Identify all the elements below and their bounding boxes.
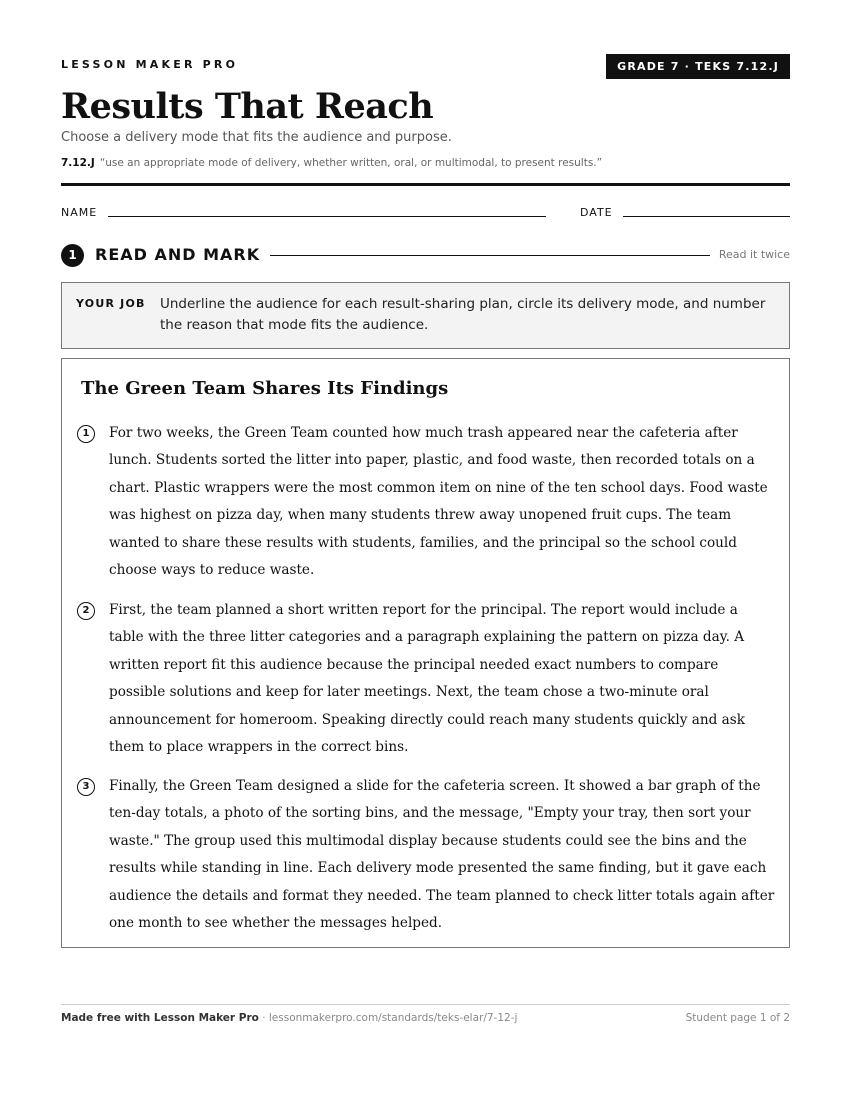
- paragraph-number: 3: [77, 778, 95, 796]
- section-header: [61, 243, 790, 267]
- standard-text: “use an appropriate mode of delivery, whether written, oral, or multimodal, to present results.”: [99, 157, 603, 169]
- paragraph-number: 2: [77, 602, 95, 620]
- section-rule: [270, 255, 710, 256]
- footer-made-with: Made free with Lesson Maker Pro: [61, 1012, 259, 1024]
- page-title: Results That Reach: [61, 86, 434, 127]
- name-field[interactable]: [108, 216, 546, 217]
- job-text: Underline the audience for each result-sharing plan, circle its delivery mode, and number the reason that mode fits the audience.: [160, 296, 766, 333]
- paragraph-number: 1: [77, 425, 95, 443]
- name-date-row: [61, 204, 790, 220]
- section-title: READ AND MARK: [95, 245, 261, 264]
- job-instructions-box: [61, 282, 790, 349]
- header-divider: [61, 183, 790, 186]
- footer-separator: ·: [258, 1012, 269, 1024]
- section-number-badge: 1: [61, 244, 84, 267]
- footer-divider: [61, 1004, 790, 1005]
- paragraph-text: First, the team planned a short written report for the principal. The report would include a table with the three litter categories and a paragraph explaining the pattern on pizza day. A written report fit this audience because the principal needed exact numbers to compare possible solutions and keep for later meetings. Next, the team chose a two-minute oral announcement for homeroom. Speaking directly could reach many students quickly and ask them to place wrappers in the correct bins.: [109, 602, 745, 756]
- reading-passage: [61, 358, 790, 948]
- page-subtitle: Choose a delivery mode that fits the audience and purpose.: [61, 130, 452, 145]
- footer-page-number: Student page 1 of 2: [685, 1012, 790, 1024]
- standard-code: 7.12.J: [61, 157, 95, 169]
- standard-line: [61, 157, 602, 169]
- date-label: DATE: [580, 206, 613, 219]
- name-label: NAME: [61, 206, 98, 219]
- date-field[interactable]: [623, 216, 790, 217]
- footer-credit: [61, 1012, 517, 1024]
- section-note: Read it twice: [718, 248, 790, 261]
- brand-name: LESSON MAKER PRO: [61, 58, 239, 71]
- job-label: YOUR JOB: [76, 297, 146, 310]
- footer-url[interactable]: lessonmakerpro.com/standards/teks-elar/7-12-j: [268, 1012, 518, 1024]
- grade-badge: GRADE 7 · TEKS 7.12.J: [606, 54, 790, 79]
- paragraph-text: For two weeks, the Green Team counted how much trash appeared near the cafeteria after lunch. Students sorted the litter into paper, plastic, and food waste, then recorded totals on a chart. Plastic wrappers were the most common item on nine of the ten school days. Food waste was highest on pizza day, when many students threw away unopened fruit cups. The team wanted to share these results with students, families, and the principal so the school could choose ways to reduce waste.: [109, 425, 768, 579]
- paragraph-text: Finally, the Green Team designed a slide for the cafeteria screen. It showed a bar graph of the ten-day totals, a photo of the sorting bins, and the message, "Empty your tray, then sort your waste." The group used this multimodal display because students could see the bins and the results while standing in line. Each delivery mode presented the same finding, but it gave each audience the details and format they needed. The team planned to check litter totals again after one month to see whether the messages helped.: [109, 778, 775, 932]
- passage-title: The Green Team Shares Its Findings: [81, 378, 449, 399]
